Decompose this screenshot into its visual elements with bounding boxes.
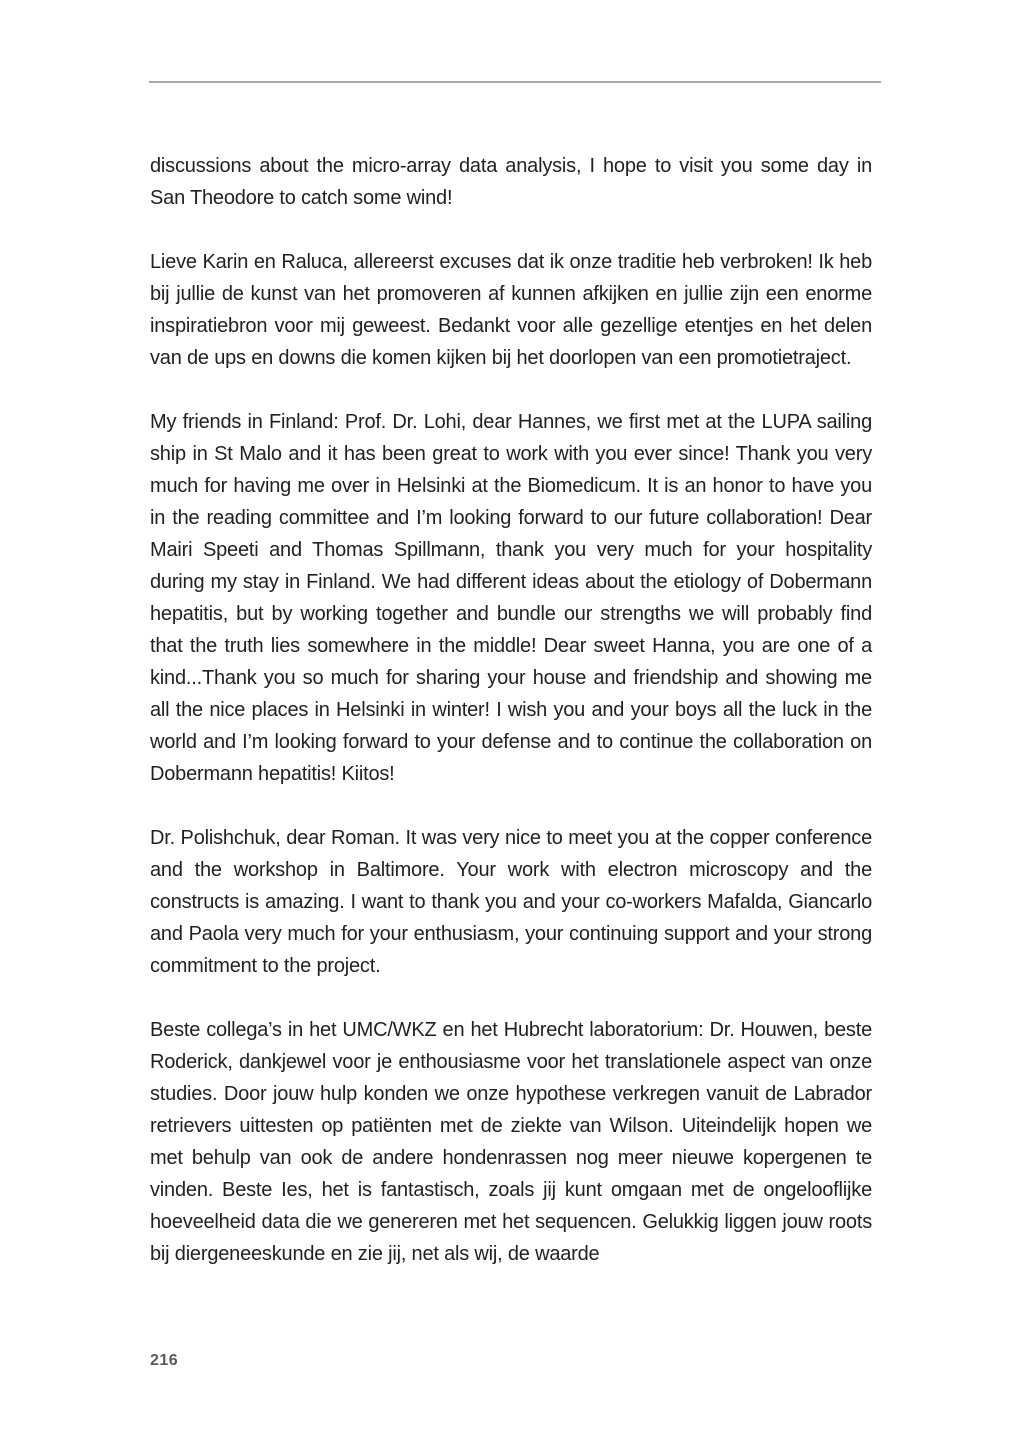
- page-number: 216: [150, 1352, 179, 1369]
- paragraph-5: Beste collega’s in het UMC/WKZ en het Hubrecht laboratorium: Dr. Houwen, beste Roderick, dankjewel voor je enthousiasme voor het translationele aspect van onze studies. Door jouw hulp konden we onze hypothese verkregen vanuit de Labrador retrievers uittesten op patiënten met de ziekte van Wilson. Uiteindelijk hopen we met behulp van ook de andere hondenrassen nog meer nieuwe kopergenen te vinden. Beste Ies, het is fantastisch, zoals jij kunt omgaan met de ongelooflijke hoeveelheid data die we genereren met het sequencen. Gelukkig liggen jouw roots bij diergeneeskunde en zie jij, net als wij, de waarde: [150, 1019, 872, 1265]
- paragraph-2: Lieve Karin en Raluca, allereerst excuses dat ik onze traditie heb verbroken! Ik heb bij jullie de kunst van het promoveren af kunnen afkijken en jullie zijn een enorme inspiratiebron voor mij geweest. Bedankt voor alle gezellige etentjes en het delen van de ups en downs die komen kijken bij het doorlopen van een promotietraject.: [150, 251, 872, 369]
- header-rule: [149, 81, 881, 83]
- page-footer: [150, 1352, 178, 1370]
- page-body: [150, 150, 872, 1270]
- paragraph-1: discussions about the micro-array data analysis, I hope to visit you some day in San Theodore to catch some wind!: [150, 155, 872, 209]
- paragraph-3: My friends in Finland: Prof. Dr. Lohi, dear Hannes, we first met at the LUPA sailing ship in St Malo and it has been great to work with you ever since! Thank you very much for having me over in Helsinki at the Biomedicum. It is an honor to have you in the reading committee and I’m looking forward to our future collaboration! Dear Mairi Speeti and Thomas Spillmann, thank you very much for your hospitality during my stay in Finland. We had different ideas about the etiology of Dobermann hepatitis, but by working together and bundle our strengths we will probably find that the truth lies somewhere in the middle! Dear sweet Hanna, you are one of a kind...Thank you so much for sharing your house and friendship and showing me all the nice places in Helsinki in winter! I wish you and your boys all the luck in the world and I’m looking forward to your defense and to continue the collaboration on Dobermann hepatitis! Kiitos!: [150, 411, 872, 785]
- paragraph-4: Dr. Polishchuk, dear Roman. It was very nice to meet you at the copper conference and the workshop in Baltimore. Your work with electron microscopy and the constructs is amazing. I want to thank you and your co-workers Mafalda, Giancarlo and Paola very much for your enthusiasm, your continuing support and your strong commitment to the project.: [150, 827, 872, 977]
